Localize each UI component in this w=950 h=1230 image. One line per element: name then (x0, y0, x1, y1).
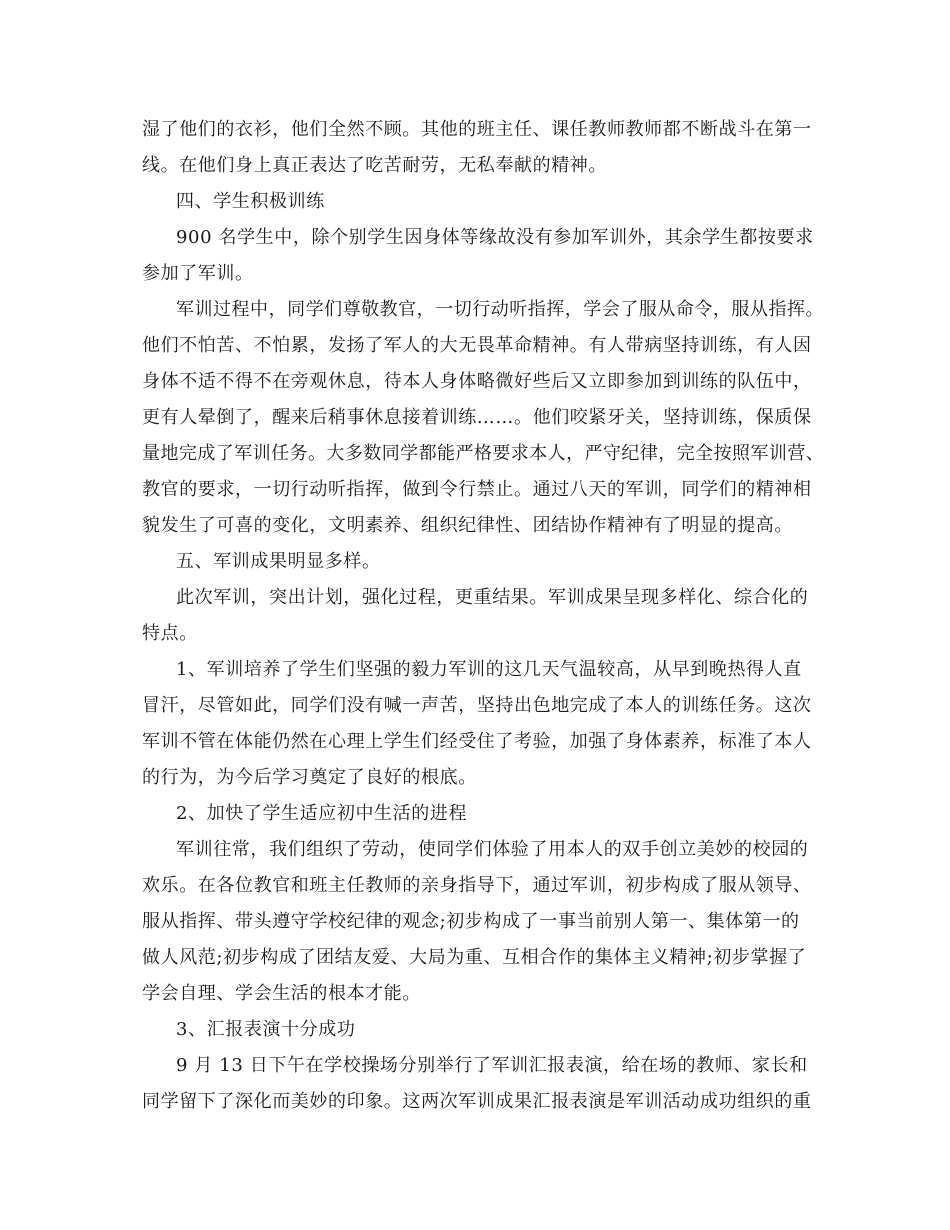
text-line: 军训不管在体能仍然在心理上学生们经受住了考验，加强了身体素养，标准了本人 (142, 731, 812, 752)
text-line: 做人风范;初步构成了团结友爱、大局为重、互相合作的集体主义精神;初步掌握了 (142, 947, 807, 968)
text-line: 他们不怕苦、不怕累，发扬了军人的大无畏革命精神。有人带病坚持训练，有人因 (142, 335, 812, 356)
text-line: 军训往常，我们组织了劳动，使同学们体验了用本人的双手创立美妙的校园的 (176, 839, 809, 860)
text-line: 学会自理、学会生活的根本才能。 (142, 983, 421, 1004)
text-line: 参加了军训。 (142, 263, 254, 284)
text-line: 的行为，为今后学习奠定了良好的根底。 (142, 767, 477, 788)
text-line: 同学留下了深化而美妙的印象。这两次军训成果汇报表演是军训活动成功组织的重 (142, 1091, 812, 1112)
section-heading: 2、加快了学生适应初中生活的进程 (176, 803, 468, 824)
text-line: 貌发生了可喜的变化，文明素养、组织纪律性、团结协作精神有了明显的提高。 (142, 515, 793, 536)
text-line: 欢乐。在各位教官和班主任教师的亲身指导下，通过军训，初步构成了服从领导、 (142, 875, 812, 896)
text-line: 此次军训，突出计划，强化过程，更重结果。军训成果呈现多样化、综合化的 (176, 587, 809, 608)
section-heading: 五、军训成果明显多样。 (176, 551, 381, 572)
text-line: 湿了他们的衣衫，他们全然不顾。其他的班主任、课任教师教师都不断战斗在第一 (142, 119, 812, 140)
text-line: 冒汗，尽管如此，同学们没有喊一声苦，坚持出色地完成了本人的训练任务。这次 (142, 695, 812, 716)
text-line: 服从指挥、带头遵守学校纪律的观念;初步构成了一事当前别人第一、集体第一的 (142, 911, 800, 932)
section-heading: 四、学生积极训练 (176, 191, 325, 212)
text-line: 特点。 (142, 623, 198, 644)
text-line: 教官的要求，一切行动听指挥，做到令行禁止。通过八天的军训，同学们的精神相 (142, 479, 812, 500)
text-line: 军训过程中，同学们尊敬教官，一切行动听指挥，学会了服从命令，服从指挥。 (176, 299, 824, 320)
text-line: 1、军训培养了学生们坚强的毅力军训的这几天气温较高，从早到晚热得人直 (176, 659, 802, 680)
text-line: 量地完成了军训任务。大多数同学都能严格要求本人，严守纪律，完全按照军训营、 (142, 443, 825, 464)
section-heading: 3、汇报表演十分成功 (176, 1019, 356, 1040)
text-line: 身体不适不得不在旁观休息，待本人身体略微好些后又立即参加到训练的队伍中， (142, 371, 812, 392)
text-line: 线。在他们身上真正表达了吃苦耐劳，无私奉献的精神。 (142, 155, 607, 176)
text-line: 9 月 13 日下午在学校操场分别举行了军训汇报表演，给在场的教师、家长和 (176, 1055, 808, 1076)
text-line: 更有人晕倒了，醒来后稍事休息接着训练……。他们咬紧牙关，坚持训练，保质保 (142, 407, 812, 428)
text-line: 900 名学生中，除个别学生因身体等缘故没有参加军训外，其余学生都按要求 (176, 227, 814, 248)
